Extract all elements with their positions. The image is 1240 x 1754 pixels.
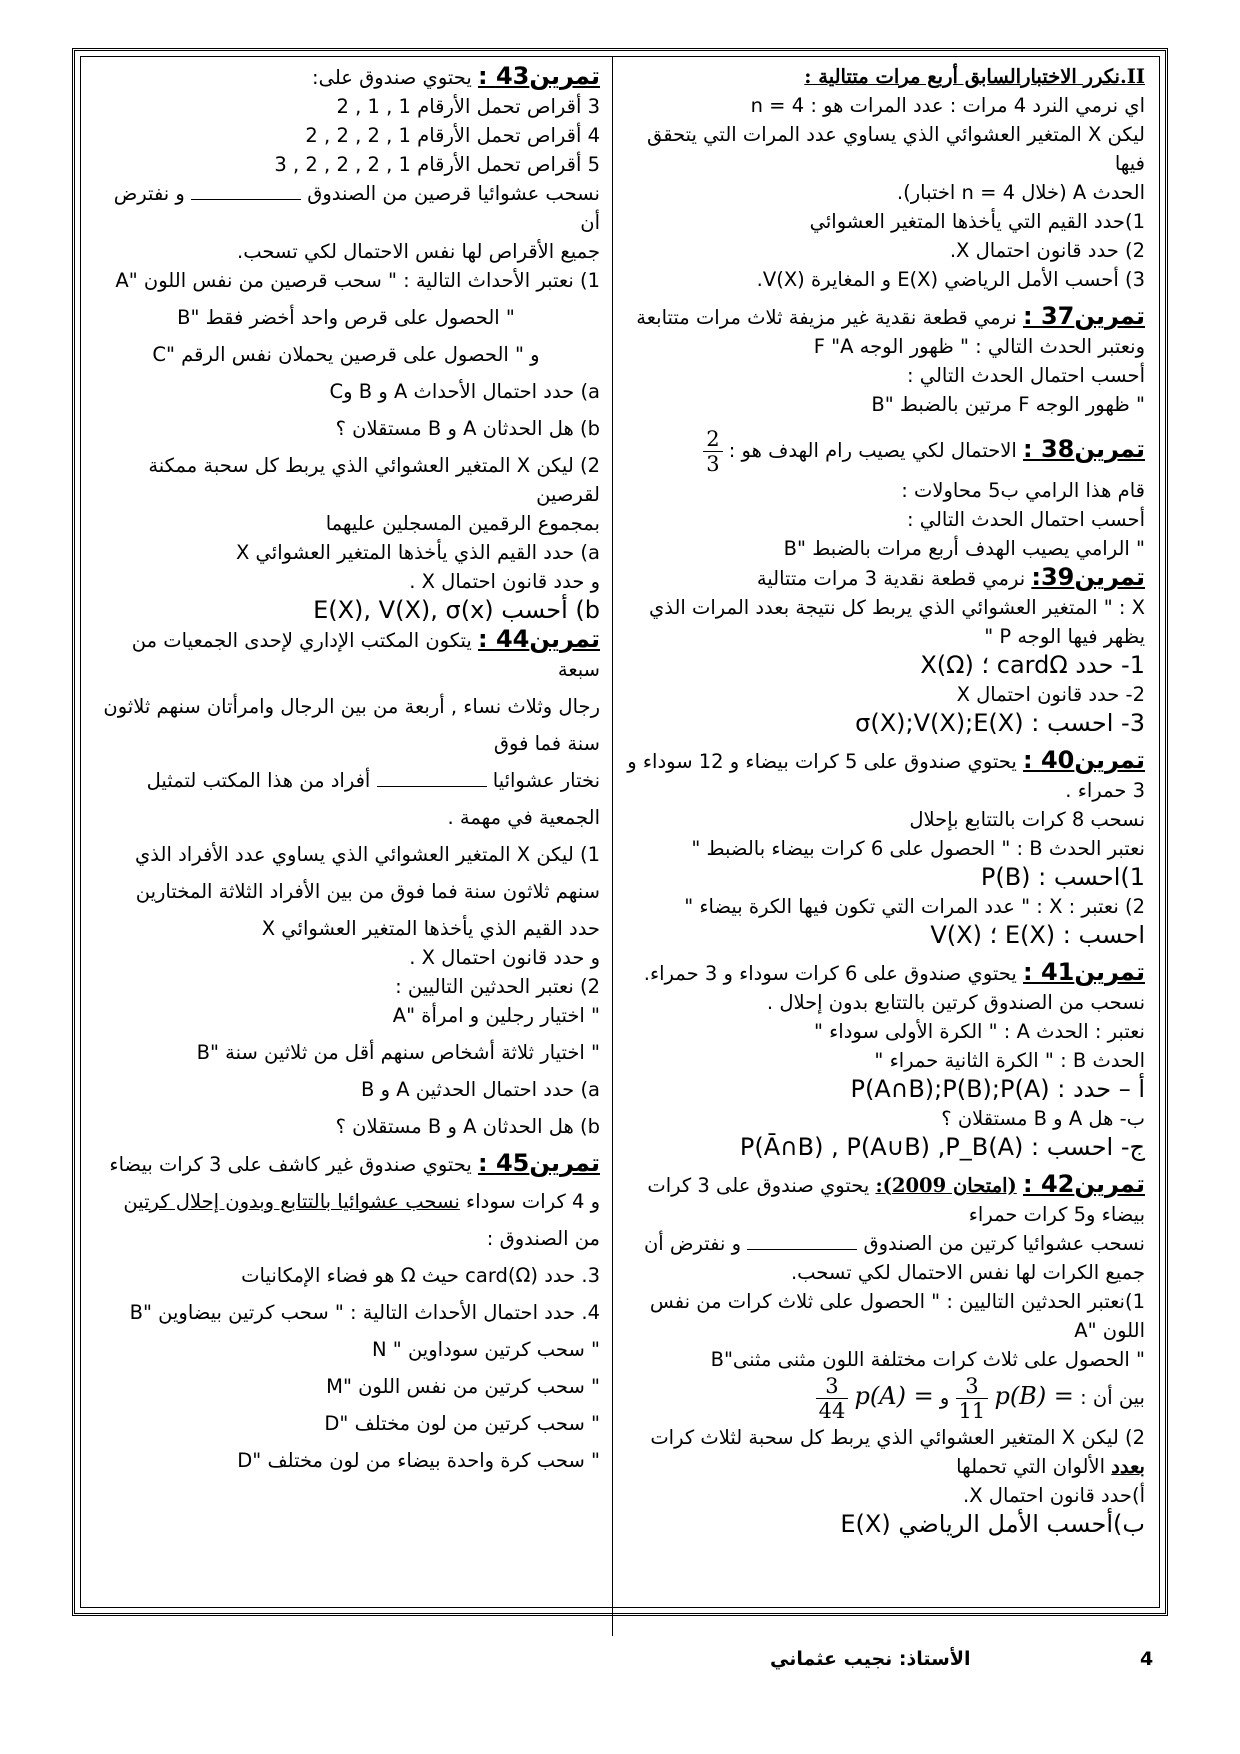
exercise-41-heading: تمرين41 : — [1023, 958, 1145, 986]
question: 1- حدد cardΩ ؛ X(Ω) — [920, 651, 1145, 679]
blank-line — [377, 786, 487, 787]
text-line: " اختيار رجلين و امرأة "A — [392, 1004, 600, 1027]
right-column — [625, 62, 1145, 1539]
text-line: نعتبر : الحدث A : " الكرة الأولى سوداء " — [813, 1020, 1145, 1043]
blank-line — [747, 1249, 857, 1250]
text-line: " الحصول على قرص واحد أخضر فقط "B — [177, 306, 515, 329]
text-line: بيضاء و5 كرات حمراء — [968, 1203, 1145, 1226]
question: 2) حدد قانون احتمال X. — [949, 239, 1145, 262]
exercise-43-heading: تمرين43 : — [478, 62, 600, 90]
question: 4. حدد احتمال الأحداث التالية : " سحب كرتين بيضاوين "B — [129, 1301, 600, 1324]
question: 2) نعتبر : X : " عدد المرات التي تكون فيها الكرة بيضاء " — [684, 895, 1145, 918]
text-line: نسحب عشوائيا كرتين من الصندوق — [863, 1232, 1145, 1255]
text-line: 3 حمراء . — [1065, 779, 1145, 802]
question: 1) نعتبر الأحداث التالية : " سحب قرصين من نفس اللون "A — [115, 269, 600, 292]
question: 2- حدد قانون احتمال X — [956, 683, 1145, 706]
text-line: " الرامي يصيب الهدف أربع مرات بالضبط "B — [783, 537, 1145, 560]
text-line: نرمي قطعة نقدية 3 مرات متتالية — [756, 567, 1026, 590]
text-line: نختار عشوائيا — [492, 769, 600, 792]
column-divider — [612, 56, 613, 1636]
text-line: أفراد من هذا المكتب لتمثيل — [146, 769, 371, 792]
question: 3. حدد card(Ω) حيث Ω هو فضاء الإمكانيات — [241, 1264, 600, 1287]
exercise-39-heading: تمرين39: — [1031, 563, 1145, 591]
text-line: نسحب عشوائيا قرصين من الصندوق — [307, 182, 600, 205]
text-line: الحدث B : " الكرة الثانية حمراء " — [874, 1049, 1145, 1072]
page-number: 4 — [1140, 1648, 1154, 1670]
question: b) هل الحدثان A و B مستقلان ؟ — [335, 417, 600, 440]
fraction-denominator: 3 — [706, 452, 720, 476]
text-line: قام هذا الرامي ب5 محاولات : — [901, 479, 1145, 502]
text-line: و حدد قانون احتمال X . — [409, 570, 600, 593]
underlined-word: بعدد — [1111, 1455, 1145, 1478]
question: 1) ليكن X المتغير العشوائي الذي يساوي عدد الأفراد الذي — [135, 843, 600, 866]
question: 3- احسب : σ(X);V(X);E(X) — [855, 709, 1145, 737]
question: ج- احسب : P(Ā∩B) , P(A∪B) ,P_B(A) — [739, 1133, 1145, 1161]
fraction — [703, 427, 722, 476]
text-line: يحتوي صندوق على 3 كرات — [647, 1174, 870, 1197]
question: أ)حدد قانون احتمال X. — [963, 1484, 1145, 1507]
text-line: أحسب احتمال الحدث التالي : — [906, 508, 1145, 531]
text-line: " الحصول على ثلاث كرات مختلفة اللون مثنى مثنى"B — [710, 1348, 1145, 1371]
question: 1)احسب : P(B) — [980, 863, 1145, 891]
text-line: و 4 كرات سوداء — [466, 1190, 600, 1213]
math-expression: p(A) = — [854, 1382, 934, 1410]
question: a) حدد القيم الذي يأخذها المتغير العشوائي X — [235, 541, 600, 564]
question: 1)حدد القيم التي يأخذها المتغير العشوائي — [809, 210, 1145, 233]
text-line: ونعتبر الحدث التالي : " ظهور الوجه F "A — [813, 335, 1145, 358]
text-line: سنة فما فوق — [493, 732, 600, 755]
question: احسب : E(X) ؛ V(X) — [930, 921, 1145, 949]
exercise-42-heading: تمرين42 : — [1023, 1170, 1145, 1198]
question: أ – حدد : P(A∩B);P(B);P(A) — [850, 1075, 1145, 1103]
text-line: يظهر فيها الوجه P " — [984, 625, 1145, 648]
text-line: الألوان التي تحملها — [956, 1455, 1106, 1478]
fraction-numerator: 3 — [956, 1374, 989, 1399]
math-expression: p(B) = — [994, 1382, 1074, 1410]
text-line: ليكن X المتغير العشوائي الذي يساوي عدد المرات التي يتحقق فيها — [646, 123, 1145, 175]
text-line: رجال وثلاث نساء , أربعة من بين الرجال وامرأتان سنهم ثلاثون — [103, 695, 600, 718]
text-line: " سحب كرة واحدة بيضاء من لون مختلف "D — [237, 1449, 600, 1472]
question: b) أحسب E(X), V(X), σ(x) — [313, 596, 600, 624]
text-line: جميع الأقراص لها نفس الاحتمال لكي تسحب. — [237, 240, 600, 263]
question: b) هل الحدثان A و B مستقلان ؟ — [335, 1115, 600, 1138]
question: a) حدد احتمال الأحداث A و B وC — [329, 380, 600, 403]
left-column — [92, 62, 600, 1475]
text-line: نعتبر الحدث B : " الحصول على 6 كرات بيضاء بالضبط " — [691, 837, 1145, 860]
text-line: و " الحصول على قرصين يحملان نفس الرقم "C — [152, 343, 540, 366]
text-line: نسحب من الصندوق كرتين بالتتابع بدون إحلال . — [766, 991, 1145, 1014]
fraction — [816, 1374, 849, 1423]
question: ب- هل A و B مستقلان ؟ — [941, 1107, 1145, 1130]
question: ب)أحسب الأمل الرياضي E(X) — [840, 1510, 1145, 1538]
text-line: 4 أقراص تحمل الأرقام 1 , 2 , 2 , 2 — [305, 124, 600, 147]
text-line: يتكون المكتب الإداري لإحدى الجمعيات من سبعة — [131, 629, 600, 681]
question: a) حدد احتمال الحدثين A و B — [361, 1078, 600, 1101]
exam-label: (امتحان 2009): — [875, 1174, 1017, 1197]
text-line: 5 أقراص تحمل الأرقام 1 , 2 , 2 , 2 , 3 — [274, 153, 600, 176]
author-name: الأستاذ: نجيب عثماني — [770, 1648, 971, 1670]
text-line: الاحتمال لكي يصيب رام الهدف هو : — [728, 439, 1017, 462]
text-line: 3 أقراص تحمل الأرقام 1 , 1 , 2 — [336, 95, 600, 118]
text-line: و نفترض أن — [643, 1232, 742, 1255]
text-line: يحتوي صندوق غير كاشف على 3 كرات بيضاء — [109, 1153, 472, 1176]
exercise-37-heading: تمرين37 : — [1023, 302, 1145, 330]
text-line: اللون "A — [1074, 1319, 1145, 1342]
text-line: " سحب كرتين من نفس اللون "M — [326, 1375, 600, 1398]
fraction-denominator: 44 — [818, 1399, 846, 1423]
text-line: حدد القيم الذي يأخذها المتغير العشوائي X — [261, 917, 600, 940]
exercise-40-heading: تمرين40 : — [1023, 746, 1145, 774]
question: 1)نعتبر الحدثين التاليين : " الحصول على ثلاث كرات من نفس — [649, 1290, 1145, 1313]
text-line: و نفترض أن — [113, 182, 600, 234]
text-line: الحدث A (خلال n = 4 اختبار). — [896, 181, 1145, 204]
text-line: سنهم ثلاثون سنة فما فوق من بين الأفراد الثلاثة المختارين — [135, 880, 600, 903]
text-line: الجمعية في مهمة . — [447, 806, 600, 829]
underlined-text: نسحب عشوائيا بالتتابع وبدون إحلال كرتين — [123, 1190, 460, 1213]
question: 3) أحسب الأمل الرياضي E(X) و المغايرة V(X). — [756, 268, 1145, 291]
text-line: نسحب 8 كرات بالتتابع بإحلال — [909, 808, 1145, 831]
text-line: " اختيار ثلاثة أشخاص سنهم أقل من ثلاثين سنة "B — [196, 1041, 600, 1064]
question: 2) ليكن X المتغير العشوائي الذي يربط كل سحبة ممكنة لقرصين — [148, 454, 600, 506]
text-line: " ظهور الوجه F مرتين بالضبط "B — [871, 393, 1145, 416]
blank-line — [191, 199, 301, 200]
page-footer — [0, 1648, 1240, 1688]
question: 2) نعتبر الحدثين التاليين : — [395, 975, 600, 998]
question: 2) ليكن X المتغير العشوائي الذي يربط كل سحبة لثلاث كرات — [650, 1426, 1145, 1449]
text-line: بين أن : — [1080, 1386, 1145, 1409]
exercise-45-heading: تمرين45 : — [478, 1149, 600, 1177]
text-line: أحسب احتمال الحدث التالي : — [906, 364, 1145, 387]
text-line: يحتوي صندوق على 6 كرات سوداء و 3 حمراء. — [643, 962, 1017, 985]
fraction-denominator: 11 — [958, 1399, 986, 1423]
text-line: " سحب كرتين من لون مختلف "D — [324, 1412, 600, 1435]
text-line: جميع الكرات لها نفس الاحتمال لكي تسحب. — [790, 1261, 1145, 1284]
exercise-44-heading: تمرين44 : — [478, 625, 600, 653]
exercise-38-heading: تمرين38 : — [1023, 435, 1145, 463]
text-line: بمجموع الرقمين المسجلين عليهما — [325, 512, 600, 535]
text-line: X : " المتغير العشوائي الذي يربط كل نتيجة بعدد المرات الذي — [648, 596, 1145, 619]
text-line: اي نرمي النرد 4 مرات : عدد المرات هو : n = 4 — [750, 94, 1145, 117]
fraction-numerator: 2 — [703, 427, 722, 452]
fraction — [956, 1374, 989, 1423]
text-line: " سحب كرتين سوداوين " N — [372, 1338, 600, 1361]
fraction-numerator: 3 — [816, 1374, 849, 1399]
text-line: و — [939, 1386, 950, 1409]
text-line: يحتوي صندوق على: — [312, 66, 472, 89]
section-II-title: II.نكرر الاختبارالسابق أربع مرات متتالية : — [804, 65, 1145, 88]
text-line: من الصندوق : — [486, 1227, 600, 1250]
text-line: نرمي قطعة نقدية غير مزيفة ثلاث مرات متتابعة — [636, 306, 1017, 329]
text-line: يحتوي صندوق على 5 كرات بيضاء و 12 سوداء و — [627, 750, 1017, 773]
text-line: و حدد قانون احتمال X . — [409, 946, 600, 969]
